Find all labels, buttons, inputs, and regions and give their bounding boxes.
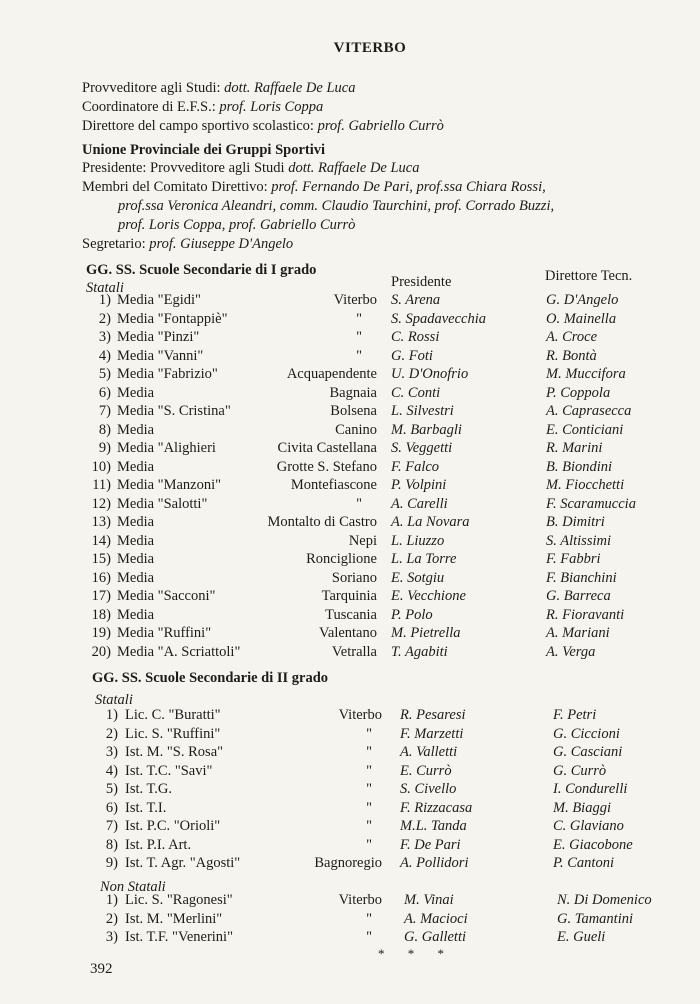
table-row xyxy=(0,551,700,569)
row-number: 19) xyxy=(91,625,111,641)
table-row xyxy=(0,744,700,762)
director-name: A. Mariani xyxy=(546,625,610,641)
row-number: 3) xyxy=(105,744,118,760)
school-name: Media "Ruffini" xyxy=(117,625,212,641)
school-name: Media "Egidi" xyxy=(117,292,201,308)
school-name: Media xyxy=(117,569,155,586)
president-name: C. Rossi xyxy=(391,329,440,345)
director-name: A. Verga xyxy=(546,643,596,660)
row-number: 8) xyxy=(98,421,111,438)
school-name: Lic. C. "Buratti" xyxy=(125,707,221,723)
director-name: P. Cantoni xyxy=(553,855,614,871)
director-name: R. Fioravanti xyxy=(546,606,625,623)
city-name: Nepi xyxy=(348,532,377,549)
city-name: " xyxy=(366,799,372,816)
row-number: 1) xyxy=(105,707,118,723)
president-name: M. Pietrella xyxy=(391,625,461,641)
city-name: Bagnoregio xyxy=(314,855,382,871)
president-name: F. Falco xyxy=(391,458,440,475)
city-name: " xyxy=(366,910,372,927)
table-row xyxy=(0,781,700,799)
row-number: 6) xyxy=(98,384,111,401)
table-row xyxy=(0,625,700,643)
school-name: Media xyxy=(117,421,155,438)
city-name: Viterbo xyxy=(333,292,377,308)
table-row xyxy=(0,588,700,606)
director-name: M. Muccifora xyxy=(546,366,626,382)
director-name: B. Biondini xyxy=(546,458,613,475)
city-name: " xyxy=(356,347,362,364)
director-name: I. Condurelli xyxy=(553,781,628,797)
school-name: Media "Fabrizio" xyxy=(117,366,218,382)
director-name: G. Barreca xyxy=(546,588,611,604)
table-row xyxy=(0,514,700,532)
president-name: A. Macioci xyxy=(404,910,468,927)
official-name: dott. Raffaele De Luca xyxy=(224,80,356,96)
table-row xyxy=(0,366,700,384)
president-name: A. La Novara xyxy=(391,514,470,530)
school-name: Media xyxy=(117,606,155,623)
city-name: " xyxy=(366,781,372,797)
president-name: S. Veggetti xyxy=(391,440,453,456)
school-name: Ist. T.G. xyxy=(125,781,172,797)
union-members xyxy=(82,179,546,196)
director-name: F. Petri xyxy=(553,707,597,723)
union-president xyxy=(82,160,419,177)
section2-heading: GG. SS. Scuole Secondarie di II grado xyxy=(92,670,329,686)
city-name: Grotte S. Stefano xyxy=(276,458,377,475)
director-name: G. D'Angelo xyxy=(546,292,619,308)
school-name: Media "Salotti" xyxy=(117,495,208,512)
president-name: A. Valletti xyxy=(400,744,458,760)
table-row xyxy=(0,707,700,725)
school-name: Ist. T.I. xyxy=(125,799,167,816)
president-name: E. Vecchione xyxy=(391,588,466,604)
school-name: Media "S. Cristina" xyxy=(117,403,231,419)
director-name: N. Di Domenico xyxy=(557,892,652,908)
president-name: A. Carelli xyxy=(391,495,448,512)
union-members-line-1: prof. Fernando De Pari, prof.ssa Chiara Rossi, xyxy=(271,179,546,195)
director-name: G. Casciani xyxy=(553,744,623,760)
official-name: prof. Gabriello Currò xyxy=(317,118,444,134)
row-number: 5) xyxy=(105,781,118,797)
city-name: " xyxy=(356,329,362,345)
row-number: 17) xyxy=(91,588,111,604)
row-number: 9) xyxy=(98,440,111,456)
table-row xyxy=(0,385,700,403)
row-number: 9) xyxy=(105,855,118,871)
row-number: 4) xyxy=(98,347,111,364)
city-name: " xyxy=(366,744,372,760)
city-name: Tuscania xyxy=(325,606,377,623)
table-row xyxy=(0,329,700,347)
president-name: F. Marzetti xyxy=(400,725,464,742)
nonstatali-heading: Non Statali xyxy=(100,879,166,895)
president-name: S. Spadavecchia xyxy=(391,310,487,327)
school-name: Media "Sacconi" xyxy=(117,588,216,604)
president-name: L. Liuzzo xyxy=(391,532,445,549)
director-name: E. Conticiani xyxy=(546,421,624,438)
school-name: Ist. M. "S. Rosa" xyxy=(125,744,224,760)
row-number: 10) xyxy=(91,458,111,475)
director-name: P. Coppola xyxy=(546,384,611,401)
union-president-name: dott. Raffaele De Luca xyxy=(288,160,420,176)
table-row xyxy=(0,422,700,440)
school-name: Media "Fontappiè" xyxy=(117,310,228,327)
director-name: A. Croce xyxy=(546,329,598,345)
section-end-stars: * * * xyxy=(378,946,454,961)
school-name: Media xyxy=(117,514,155,530)
official-line-2 xyxy=(82,99,323,116)
city-name: " xyxy=(366,725,372,742)
president-name: G. Foti xyxy=(391,347,433,364)
official-name: prof. Loris Coppa xyxy=(219,99,324,115)
director-name: S. Altissimi xyxy=(546,532,611,549)
school-name: Media xyxy=(117,532,155,549)
column-header-president: Presidente xyxy=(391,274,452,290)
president-name: M.L. Tanda xyxy=(400,818,467,834)
school-name: Lic. S. "Ragonesi" xyxy=(125,892,233,908)
director-name: E. Giacobone xyxy=(553,836,633,853)
row-number: 2) xyxy=(105,725,118,742)
president-name: P. Volpini xyxy=(391,477,447,493)
city-name: " xyxy=(356,495,362,512)
official-role: Provveditore agli Studi: xyxy=(82,80,221,96)
school-name: Ist. T.F. "Venerini" xyxy=(125,929,234,945)
school-name: Media xyxy=(117,384,155,401)
row-number: 2) xyxy=(105,910,118,927)
school-name: Media "Alighieri xyxy=(117,440,216,456)
row-number: 5) xyxy=(98,366,111,382)
table-row xyxy=(0,644,700,662)
city-name: Montalto di Castro xyxy=(267,514,377,530)
school-name: Ist. M. "Merlini" xyxy=(125,910,223,927)
school-name: Ist. P.I. Art. xyxy=(125,836,192,853)
table-row xyxy=(0,533,700,551)
official-role: Direttore del campo sportivo scolastico: xyxy=(82,118,314,134)
row-number: 1) xyxy=(98,292,111,308)
table-row xyxy=(0,440,700,458)
union-members-role: Membri del Comitato Direttivo: xyxy=(82,179,268,195)
page-number: 392 xyxy=(90,961,113,977)
row-number: 14) xyxy=(91,532,111,549)
row-number: 4) xyxy=(105,762,118,779)
president-name: L. La Torre xyxy=(391,551,457,567)
row-number: 1) xyxy=(105,892,118,908)
table-row xyxy=(0,800,700,818)
director-name: R. Marini xyxy=(546,440,603,456)
city-name: Viterbo xyxy=(338,707,382,723)
school-name: Ist. P.C. "Orioli" xyxy=(125,818,221,834)
union-secretary-name: prof. Giuseppe D'Angelo xyxy=(149,236,294,252)
section1-heading: GG. SS. Scuole Secondarie di I grado xyxy=(86,262,317,278)
school-name: Ist. T. Agr. "Agosti" xyxy=(125,855,241,871)
row-number: 11) xyxy=(92,477,111,493)
table-row xyxy=(0,570,700,588)
city-name: " xyxy=(356,310,362,327)
director-name: G. Currò xyxy=(553,762,607,779)
row-number: 3) xyxy=(98,329,111,345)
table-row xyxy=(0,929,700,947)
director-name: O. Mainella xyxy=(546,310,617,327)
director-name: G. Ciccioni xyxy=(553,725,620,742)
row-number: 15) xyxy=(91,551,111,567)
official-line-1 xyxy=(82,80,355,97)
table-row xyxy=(0,892,700,910)
row-number: 12) xyxy=(91,495,111,512)
city-name: " xyxy=(366,762,372,779)
city-name: " xyxy=(366,929,372,945)
president-name: F. De Pari xyxy=(400,836,461,853)
row-number: 6) xyxy=(105,799,118,816)
city-name: Bagnaia xyxy=(329,384,377,401)
city-name: Tarquinia xyxy=(321,588,377,604)
row-number: 7) xyxy=(98,403,111,419)
column-header-director: Direttore Tecn. xyxy=(545,268,633,284)
director-name: F. Scaramuccia xyxy=(546,495,636,512)
director-name: E. Gueli xyxy=(557,929,606,945)
page-title: VITERBO xyxy=(333,40,407,56)
city-name: Bolsena xyxy=(330,403,377,419)
president-name: R. Pesaresi xyxy=(400,707,466,723)
table-row xyxy=(0,403,700,421)
president-name: T. Agabiti xyxy=(391,643,448,660)
section1-subheading: Statali xyxy=(86,280,124,296)
city-name: Civita Castellana xyxy=(277,440,377,456)
city-name: Soriano xyxy=(331,569,377,586)
table-row xyxy=(0,818,700,836)
table-row xyxy=(0,496,700,514)
city-name: Ronciglione xyxy=(306,551,377,567)
table-row xyxy=(0,459,700,477)
director-name: R. Bontà xyxy=(546,347,597,364)
director-name: C. Glaviano xyxy=(553,818,624,834)
union-members-line-3: prof. Loris Coppa, prof. Gabriello Currò xyxy=(118,217,356,233)
school-name: Media "Vanni" xyxy=(117,347,204,364)
president-name: P. Polo xyxy=(391,606,433,623)
city-name: Montefiascone xyxy=(290,477,377,493)
table-row xyxy=(0,607,700,625)
table-row xyxy=(0,726,700,744)
table-row xyxy=(0,477,700,495)
school-name: Media xyxy=(117,458,155,475)
president-name: G. Galletti xyxy=(404,929,467,945)
row-number: 20) xyxy=(91,643,111,660)
president-name: L. Silvestri xyxy=(391,403,454,419)
president-name: F. Rizzacasa xyxy=(400,799,473,816)
president-name: C. Conti xyxy=(391,384,441,401)
city-name: " xyxy=(366,836,372,853)
city-name: Viterbo xyxy=(338,892,382,908)
school-name: Ist. T.C. "Savi" xyxy=(125,762,213,779)
table-row xyxy=(0,911,700,929)
table-row xyxy=(0,855,700,873)
union-members-line-2: prof.ssa Veronica Aleandri, comm. Claudio Taurchini, prof. Corrado Buzzi, xyxy=(118,198,555,214)
school-name: Media xyxy=(117,551,155,567)
city-name: Valentano xyxy=(319,625,377,641)
union-secretary-role: Segretario: xyxy=(82,236,146,252)
director-name: F. Bianchini xyxy=(546,569,617,586)
city-name: Canino xyxy=(335,421,377,438)
official-role: Coordinatore di E.F.S.: xyxy=(82,99,216,115)
president-name: U. D'Onofrio xyxy=(391,366,469,382)
president-name: M. Barbagli xyxy=(391,421,462,438)
president-name: E. Sotgiu xyxy=(391,569,445,586)
table-row xyxy=(0,837,700,855)
director-name: M. Biaggi xyxy=(553,799,611,816)
director-name: B. Dimitri xyxy=(546,514,605,530)
city-name: Acquapendente xyxy=(286,366,377,382)
section2-subheading: Statali xyxy=(95,692,133,708)
union-secretary xyxy=(82,236,293,253)
school-name: Media "A. Scriattoli" xyxy=(117,643,241,660)
table-row xyxy=(0,292,700,310)
school-name: Media "Manzoni" xyxy=(117,477,222,493)
city-name: " xyxy=(366,818,372,834)
union-heading: Unione Provinciale dei Gruppi Sportivi xyxy=(82,142,326,158)
row-number: 7) xyxy=(105,818,118,834)
president-name: A. Pollidori xyxy=(400,855,469,871)
school-name: Lic. S. "Ruffini" xyxy=(125,725,221,742)
official-line-3 xyxy=(82,118,444,135)
row-number: 3) xyxy=(105,929,118,945)
city-name: Vetralla xyxy=(331,643,377,660)
table-row xyxy=(0,311,700,329)
row-number: 8) xyxy=(105,836,118,853)
president-name: S. Arena xyxy=(391,292,441,308)
union-president-role: Presidente: Provveditore agli Studi xyxy=(82,160,285,176)
president-name: M. Vinai xyxy=(404,892,454,908)
table-row xyxy=(0,763,700,781)
president-name: E. Currò xyxy=(400,762,452,779)
table-row xyxy=(0,348,700,366)
row-number: 16) xyxy=(91,569,111,586)
director-name: G. Tamantini xyxy=(557,910,634,927)
director-name: M. Fiocchetti xyxy=(546,477,625,493)
school-name: Media "Pinzi" xyxy=(117,329,200,345)
president-name: S. Civello xyxy=(400,781,457,797)
row-number: 18) xyxy=(91,606,111,623)
row-number: 13) xyxy=(91,514,111,530)
director-name: F. Fabbri xyxy=(546,551,601,567)
row-number: 2) xyxy=(98,310,111,327)
director-name: A. Caprasecca xyxy=(546,403,632,419)
